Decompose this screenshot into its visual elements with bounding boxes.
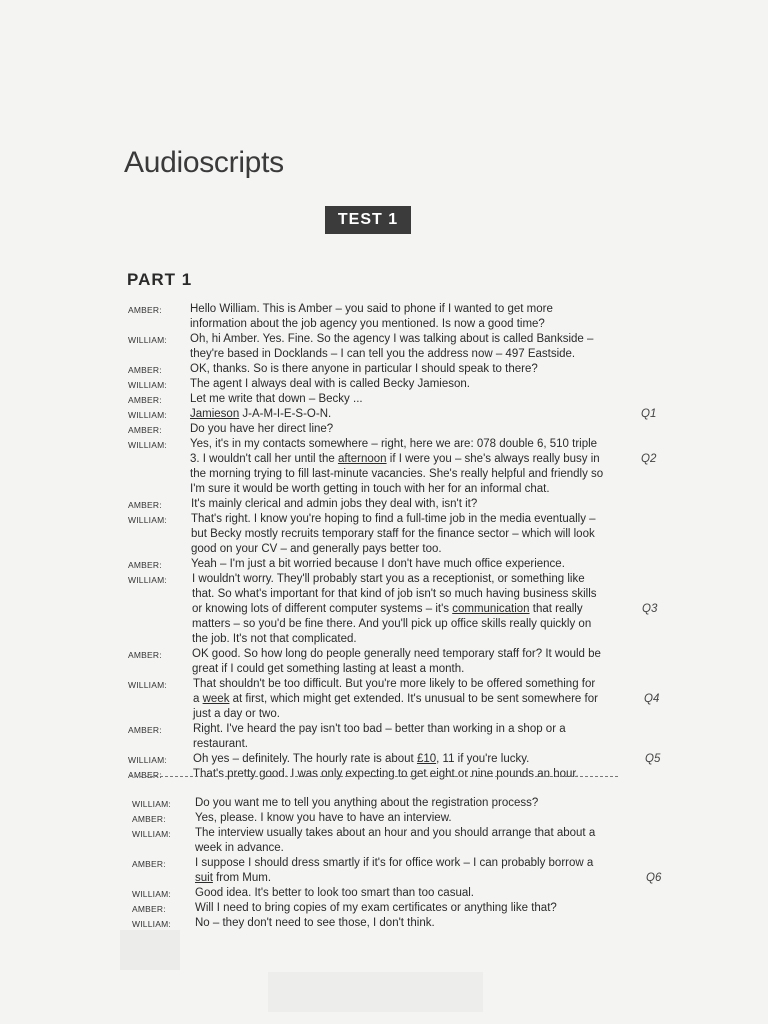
speaker-label: WILLIAM: — [128, 335, 167, 345]
dialogue-text: That's right. I know you're hoping to find a full-time job in the media eventually – — [191, 513, 596, 525]
dialogue-line — [192, 633, 357, 645]
dialogue-text: a — [193, 693, 203, 705]
dialogue-text: Oh yes – definitely. The hourly rate is about — [193, 753, 417, 765]
dialogue-text: the morning trying to fill last-minute vacancies. She's really helpful and friendly so — [190, 468, 604, 480]
dialogue-line — [195, 887, 474, 899]
dialogue-text: OK, thanks. So is there anyone in particular I should speak to there? — [190, 363, 538, 375]
speaker-label: AMBER: — [128, 395, 162, 405]
speaker-label: WILLIAM: — [132, 799, 171, 809]
dialogue-line — [192, 663, 464, 675]
dialogue-line — [193, 738, 248, 750]
dialogue-line — [195, 902, 557, 914]
dialogue-line — [190, 393, 363, 405]
answer-word: £10 — [416, 753, 437, 765]
dialogue-text: J-A-M-I-E-S-O-N. — [239, 408, 332, 420]
speaker-label: AMBER: — [128, 560, 162, 570]
dialogue-text: Yes, it's in my contacts somewhere – right, here we are: 078 double 6, 510 triple — [190, 438, 598, 450]
dialogue-text: The agent I always deal with is called Becky Jamieson. — [190, 378, 470, 390]
dialogue-text: Hello William. This is Amber – you said to phone if I wanted to get more — [190, 303, 553, 315]
dialogue-text: Yes, please. I know you have to have an interview. — [195, 812, 452, 824]
dialogue-line — [191, 513, 596, 525]
dialogue-line — [191, 543, 442, 555]
dialogue-line — [192, 588, 597, 600]
speaker-label: WILLIAM: — [128, 410, 167, 420]
dialogue-line — [195, 812, 452, 824]
answer-word: communication — [452, 603, 530, 615]
question-marker: Q5 — [645, 753, 661, 765]
question-marker: Q6 — [646, 872, 662, 884]
speaker-label: WILLIAM: — [132, 829, 171, 839]
speaker-label: AMBER: — [132, 904, 166, 914]
dialogue-line — [195, 917, 435, 929]
dialogue-line — [195, 842, 284, 854]
dialogue-line — [192, 618, 591, 630]
dialogue-text: they're based in Docklands – I can tell you the address now – 497 Eastside. — [190, 348, 576, 360]
dialogue-text: Right. I've heard the pay isn't too bad – better than working in a shop or a — [193, 723, 566, 735]
speaker-label: WILLIAM: — [128, 755, 167, 765]
dialogue-text: Good idea. It's better to look too smart than too casual. — [195, 887, 474, 899]
dialogue-line — [190, 303, 553, 315]
speaker-label: WILLIAM: — [128, 575, 167, 585]
dialogue-text: I wouldn't worry. They'll probably start you as a receptionist, or something like — [192, 573, 585, 585]
question-marker: Q2 — [641, 453, 657, 465]
dialogue-line — [193, 723, 566, 735]
dialogue-text: Do you have her direct line? — [190, 423, 334, 435]
dialogue-line — [192, 603, 583, 615]
dialogue-text: Will I need to bring copies of my exam certificates or anything like that? — [195, 902, 557, 914]
dialogue-text: Do you want me to tell you anything about the registration process? — [195, 797, 539, 809]
dialogue-line — [193, 678, 595, 690]
speaker-label: AMBER: — [128, 725, 162, 735]
speaker-label: WILLIAM: — [128, 380, 167, 390]
dialogue-text: That's pretty good. I was only expecting to get eight or nine pounds an hour. — [193, 768, 579, 780]
dialogue-line — [190, 378, 470, 390]
dialogue-text: I suppose I should dress smartly if it's for office work – I can probably borrow a — [195, 857, 594, 869]
dialogue-line — [190, 318, 545, 330]
dialogue-text: but Becky mostly recruits temporary staff for the finance sector – which will look — [191, 528, 595, 540]
speaker-label: AMBER: — [132, 859, 166, 869]
dialogue-text: No – they don't need to see those, I don't think. — [195, 917, 435, 929]
dialogue-text: at first, which might get extended. It's unusual to be sent somewhere for — [229, 693, 598, 705]
speaker-label: AMBER: — [132, 814, 166, 824]
answer-word: Jamieson — [190, 408, 240, 420]
dialogue-text: It's mainly clerical and admin jobs they deal with, isn't it? — [191, 498, 478, 510]
question-marker: Q4 — [644, 693, 660, 705]
dialogue-text: OK good. So how long do people generally need temporary staff for? It would be — [192, 648, 601, 660]
dialogue-text: if I were you – she's always really busy in — [386, 453, 600, 465]
section-divider — [130, 776, 618, 777]
dialogue-text: Let me write that down – Becky ... — [190, 393, 363, 405]
dialogue-text: restaurant. — [193, 738, 248, 750]
dialogue-text: matters – so you'd be fine there. And you'll pick up office skills really quickly on — [192, 618, 592, 630]
speaker-label: AMBER: — [128, 305, 162, 315]
dialogue-text: that. So what's important for that kind of job isn't so much having business skills — [192, 588, 597, 600]
dialogue-line — [190, 468, 603, 480]
question-marker: Q1 — [641, 408, 657, 420]
dialogue-line — [190, 333, 593, 345]
dialogue-text: information about the job agency you mentioned. Is now a good time? — [190, 318, 545, 330]
question-marker: Q3 — [642, 603, 658, 615]
dialogue-line — [190, 408, 331, 420]
dialogue-line — [193, 768, 579, 780]
speaker-label: AMBER: — [128, 500, 162, 510]
dialogue-text: Oh, hi Amber. Yes. Fine. So the agency I was talking about is called Bankside – — [190, 333, 594, 345]
page-title: Audioscripts — [124, 146, 284, 179]
dialogue-text: Yeah – I'm just a bit worried because I don't have much office experience. — [191, 558, 565, 570]
dialogue-text: the job. It's not that complicated. — [192, 633, 357, 645]
dialogue-line — [192, 573, 585, 585]
dialogue-line — [191, 528, 595, 540]
speaker-label: AMBER: — [128, 770, 162, 780]
answer-word: afternoon — [337, 453, 387, 465]
speaker-label: WILLIAM: — [132, 889, 171, 899]
dialogue-text: that really — [529, 603, 583, 615]
dialogue-line — [191, 558, 565, 570]
speaker-label: WILLIAM: — [128, 680, 167, 690]
dialogue-line — [195, 797, 538, 809]
speaker-label: AMBER: — [128, 425, 162, 435]
dialogue-line — [193, 693, 598, 705]
dialogue-line — [193, 708, 280, 720]
dialogue-line — [193, 753, 529, 765]
speaker-label: WILLIAM: — [128, 515, 167, 525]
dialogue-line — [195, 872, 271, 884]
test-badge: TEST 1 — [325, 206, 411, 234]
dialogue-line — [190, 423, 333, 435]
speaker-label: AMBER: — [128, 650, 162, 660]
dialogue-line — [195, 827, 595, 839]
dialogue-line — [195, 857, 593, 869]
dialogue-text: The interview usually takes about an hour and you should arrange that about a — [195, 827, 596, 839]
dialogue-line — [190, 363, 538, 375]
answer-word: suit — [195, 872, 213, 884]
dialogue-text: just a day or two. — [193, 708, 280, 720]
scan-shadow — [120, 930, 180, 970]
dialogue-text: or knowing lots of different computer systems – it's — [192, 603, 453, 615]
dialogue-text: from Mum. — [212, 872, 272, 884]
dialogue-text: , 11 if you're lucky. — [436, 753, 530, 765]
dialogue-line — [190, 438, 597, 450]
speaker-label: WILLIAM: — [132, 919, 171, 929]
dialogue-text: great if I could get something lasting at least a month. — [192, 663, 465, 675]
dialogue-text: That shouldn't be too difficult. But you're more likely to be offered something for — [193, 678, 596, 690]
dialogue-line — [192, 648, 601, 660]
answer-word: week — [202, 693, 230, 705]
speaker-label: WILLIAM: — [128, 440, 167, 450]
dialogue-line — [191, 498, 477, 510]
scan-shadow — [268, 972, 483, 1012]
part-heading: PART 1 — [127, 270, 193, 289]
dialogue-text: week in advance. — [195, 842, 284, 854]
dialogue-line — [190, 348, 575, 360]
dialogue-line — [190, 453, 600, 465]
dialogue-text: 3. I wouldn't call her until the — [190, 453, 338, 465]
dialogue-text: good on your CV – and generally pays better too. — [191, 543, 442, 555]
dialogue-text: I'm sure it would be worth getting in touch with her for an informal chat. — [190, 483, 550, 495]
speaker-label: AMBER: — [128, 365, 162, 375]
dialogue-line — [190, 483, 550, 495]
